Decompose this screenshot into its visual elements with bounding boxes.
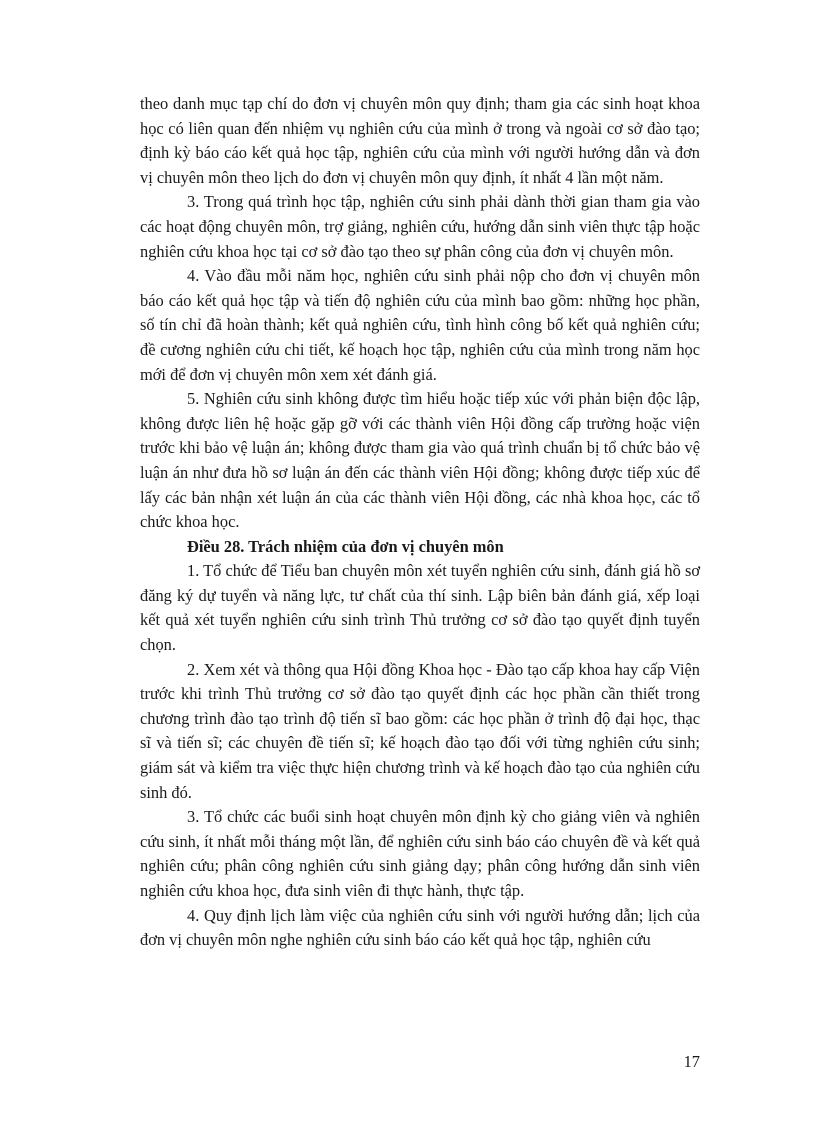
paragraph-item-3: 3. Trong quá trình học tập, nghiên cứu sinh phải dành thời gian tham gia vào các hoạt động chuyên môn, trợ giảng, nghiên cứu, hướng dẫn sinh viên thực tập hoặc nghiên cứu khoa học tại cơ sở đào tạo theo sự phân công của đơn vị chuyên môn. [140,192,700,261]
article-item-4: 4. Quy định lịch làm việc của nghiên cứu sinh với người hướng dẫn; lịch của đơn vị chuyên môn nghe nghiên cứu sinh báo cáo kết quả học tập, nghiên cứu [140,905,700,950]
article-heading: Điều 28. Trách nhiệm của đơn vị chuyên môn [187,536,504,556]
page-number: 17 [683,1052,700,1071]
document-page [140,92,700,953]
paragraph-item-4: 4. Vào đầu mỗi năm học, nghiên cứu sinh phải nộp cho đơn vị chuyên môn báo cáo kết quả học tập và tiến độ nghiên cứu của mình bao gồm: những học phần, số tín chỉ đã hoàn thành; kết quả nghiên cứu, tình hình công bố kết quả nghiên cứu; đề cương nghiên cứu chi tiết, kế hoạch học tập, nghiên cứu của mình trong năm học mới để đơn vị chuyên môn xem xét đánh giá. [140,266,700,384]
paragraph-item-5: 5. Nghiên cứu sinh không được tìm hiểu hoặc tiếp xúc với phản biện độc lập, không được liên hệ hoặc gặp gỡ với các thành viên Hội đồng cấp trường hoặc viện trước khi bảo vệ luận án; không được tham gia vào quá trình chuẩn bị tổ chức bảo vệ luận án như đưa hồ sơ luận án đến các thành viên Hội đồng; không được tiếp xúc để lấy các bản nhận xét luận án của các thành viên Hội đồng, các nhà khoa học, các tổ chức khoa học. [140,389,700,532]
article-item-3: 3. Tổ chức các buổi sinh hoạt chuyên môn định kỳ cho giảng viên và nghiên cứu sinh, ít nhất mỗi tháng một lần, để nghiên cứu sinh báo cáo chuyên đề và kết quả nghiên cứu; phân công nghiên cứu sinh giảng dạy; phân công hướng dẫn sinh viên nghiên cứu khoa học, đưa sinh viên đi thực hành, thực tập. [140,807,700,900]
article-item-2: 2. Xem xét và thông qua Hội đồng Khoa học - Đào tạo cấp khoa hay cấp Viện trước khi trình Thủ trưởng cơ sở đào tạo quyết định các học phần cần thiết trong chương trình đào tạo trình độ tiến sĩ bao gồm: các học phần ở trình độ đại học, thạc sĩ và tiến sĩ; các chuyên đề tiến sĩ; kế hoạch đào tạo đối với từng nghiên cứu sinh; giám sát và kiểm tra việc thực hiện chương trình và kế hoạch đào tạo của nghiên cứu sinh đó. [140,659,700,802]
paragraph-continuation: theo danh mục tạp chí do đơn vị chuyên môn quy định; tham gia các sinh hoạt khoa học có liên quan đến nhiệm vụ nghiên cứu của mình ở trong và ngoài cơ sở đào tạo; định kỳ báo cáo kết quả học tập, nghiên cứu của mình với người hướng dẫn và đơn vị chuyên môn theo lịch do đơn vị chuyên môn quy định, ít nhất 4 lần một năm. [140,94,700,187]
article-item-1: 1. Tổ chức để Tiểu ban chuyên môn xét tuyển nghiên cứu sinh, đánh giá hồ sơ đăng ký dự tuyển và năng lực, tư chất của thí sinh. Lập biên bản đánh giá, xếp loại kết quả xét tuyển nghiên cứu sinh trình Thủ trưởng cơ sở đào tạo quyết định tuyển chọn. [140,561,700,655]
